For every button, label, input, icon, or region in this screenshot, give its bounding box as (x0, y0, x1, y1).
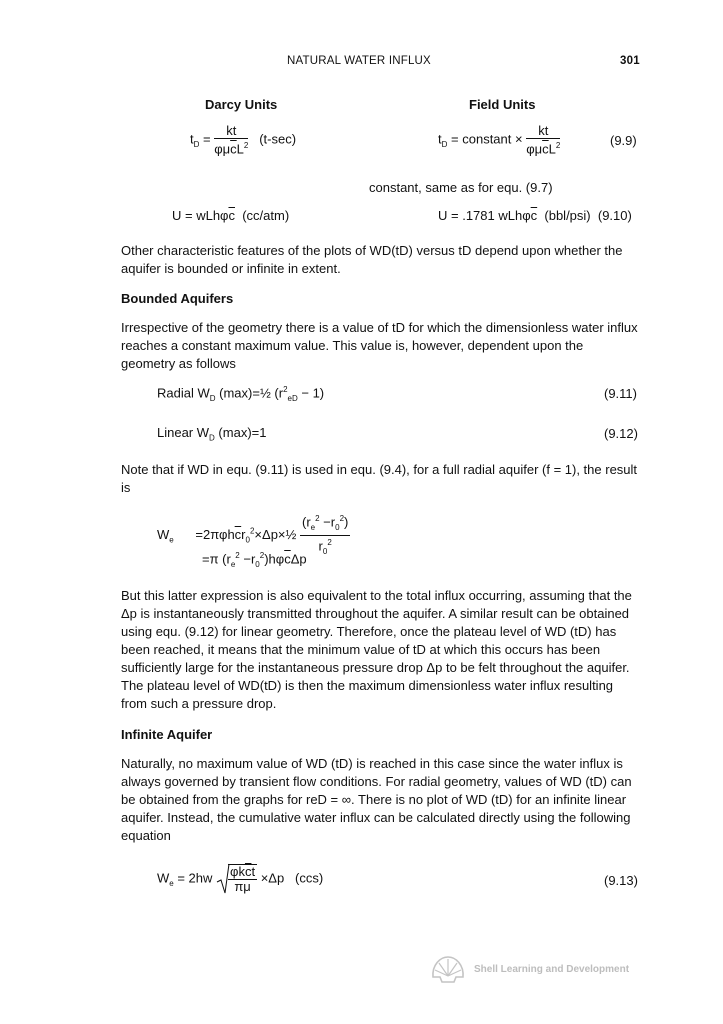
field-u-equation: U = .1781 $wLh\varphi\overline{c}$ (bbl/psi) (9.10) (438, 208, 632, 223)
darcy-td-unit: (t-sec) (259, 131, 297, 147)
page-number: 301 (620, 55, 640, 67)
radial-wd-max-equation: Radial $W_D$ (max)=½ $(r^2_{eD} - 1)$ (157, 385, 325, 403)
darcy-td-equation: $t_D$ = $\frac{kt}{\varphi\mu\overline{c}L^2}$ (t-sec) (190, 123, 297, 157)
we-equation-line1: $W_e$ $=2\pi\varphi h\overline{c}r_0^2\times\Delta p\times\frac{1}{2}$ $\frac{(r_e^2 -r_0^2)}{r_0^2}$ (157, 514, 349, 556)
field-u-unit: (bbl/psi) (544, 208, 591, 223)
equation-number-9-12: (9.12) (604, 426, 638, 441)
equation-number-9-9: (9.9) (610, 133, 637, 148)
field-units-heading: Field Units (469, 97, 536, 112)
constant-note: constant, same as for equ. (9.7) (369, 180, 553, 195)
linear-wd-max-equation: Linear $W_D$ (max)=1 (157, 425, 267, 443)
we-infinite-linear-equation: $W_e = 2hw$ $\frac{\varphi k\overline{c}t}{\pi\mu}$ ×Δp (ccs) (157, 864, 324, 894)
equation-number-9-11: (9.11) (604, 386, 637, 401)
paragraph-bounded: Irrespective of the geometry there is a value of tD for which the dimensionless water influx reaches a constant maximum value. This value is, however, dependent upon the geometry as follows (121, 320, 638, 371)
field-td-constant: constant (462, 131, 512, 147)
infinite-aquifer-heading: Infinite Aquifer (121, 727, 213, 742)
footer-logo (430, 955, 640, 985)
paragraph-infinite: Naturally, no maximum value of WD (tD) is reached in this case since the water influx is always governed by transient flow conditions. For radial geometry, values of WD (tD) can be obtained from the graphs for reD = ∞. There is no plot of WD (tD) for an infinite linear aquifer. Instead, the cumulative water influx can be calculated directly using the following equation (121, 756, 632, 843)
darcy-units-heading: Darcy Units (205, 97, 278, 112)
linear-label: Linear (157, 425, 194, 440)
field-u-coeff: .1781 (462, 208, 495, 223)
shell-logo-icon (430, 955, 466, 985)
paragraph-note: Note that if WD in equ. (9.11) is used in equ. (9.4), for a full radial aquifer (f = 1), the result is (121, 462, 638, 495)
darcy-u-equation: $U = wLh\varphi\overline{c}$ (cc/atm) (172, 208, 290, 223)
running-header: NATURAL WATER INFLUX (287, 55, 431, 67)
bounded-aquifers-heading: Bounded Aquifers (121, 291, 234, 306)
darcy-u-unit: (cc/atm) (242, 208, 290, 223)
field-td-equation: $t_D$ = constant × $\frac{kt}{\varphi\mu\overline{c}L^2}$ (438, 123, 561, 157)
equation-number-9-13: (9.13) (604, 873, 638, 888)
we-equation-line2: =π $(r_e^2 -r_0^2)h\varphi\overline{c}\Delta p$ (202, 551, 307, 569)
radial-label: Radial (157, 385, 194, 401)
footer-logo-text: Shell Learning and Development (474, 964, 630, 975)
paragraph-characteristics: Other characteristic features of the plots of WD(tD) versus tD depend upon whether the aquifer is bounded or infinite in extent. (121, 243, 623, 276)
paragraph-latter-expression: But this latter expression is also equivalent to the total influx occurring, assuming that the Δp is instantaneously transmitted throughout the aquifer. A similar result can be obtained using equ. (9.12) for linear geometry. Therefore, once the plateau level of WD (tD) has been reached, it means that the minimum value of tD at which this occurs has been sufficiently large for the instantaneous pressure drop Δp to be felt throughout the aquifer. The plateau level of WD(tD) is then the maximum dimensionless water influx resulting from such a pressure drop. (121, 588, 632, 711)
eq-913-unit: (ccs) (295, 870, 324, 886)
equation-number-9-10: (9.10) (597, 208, 632, 223)
